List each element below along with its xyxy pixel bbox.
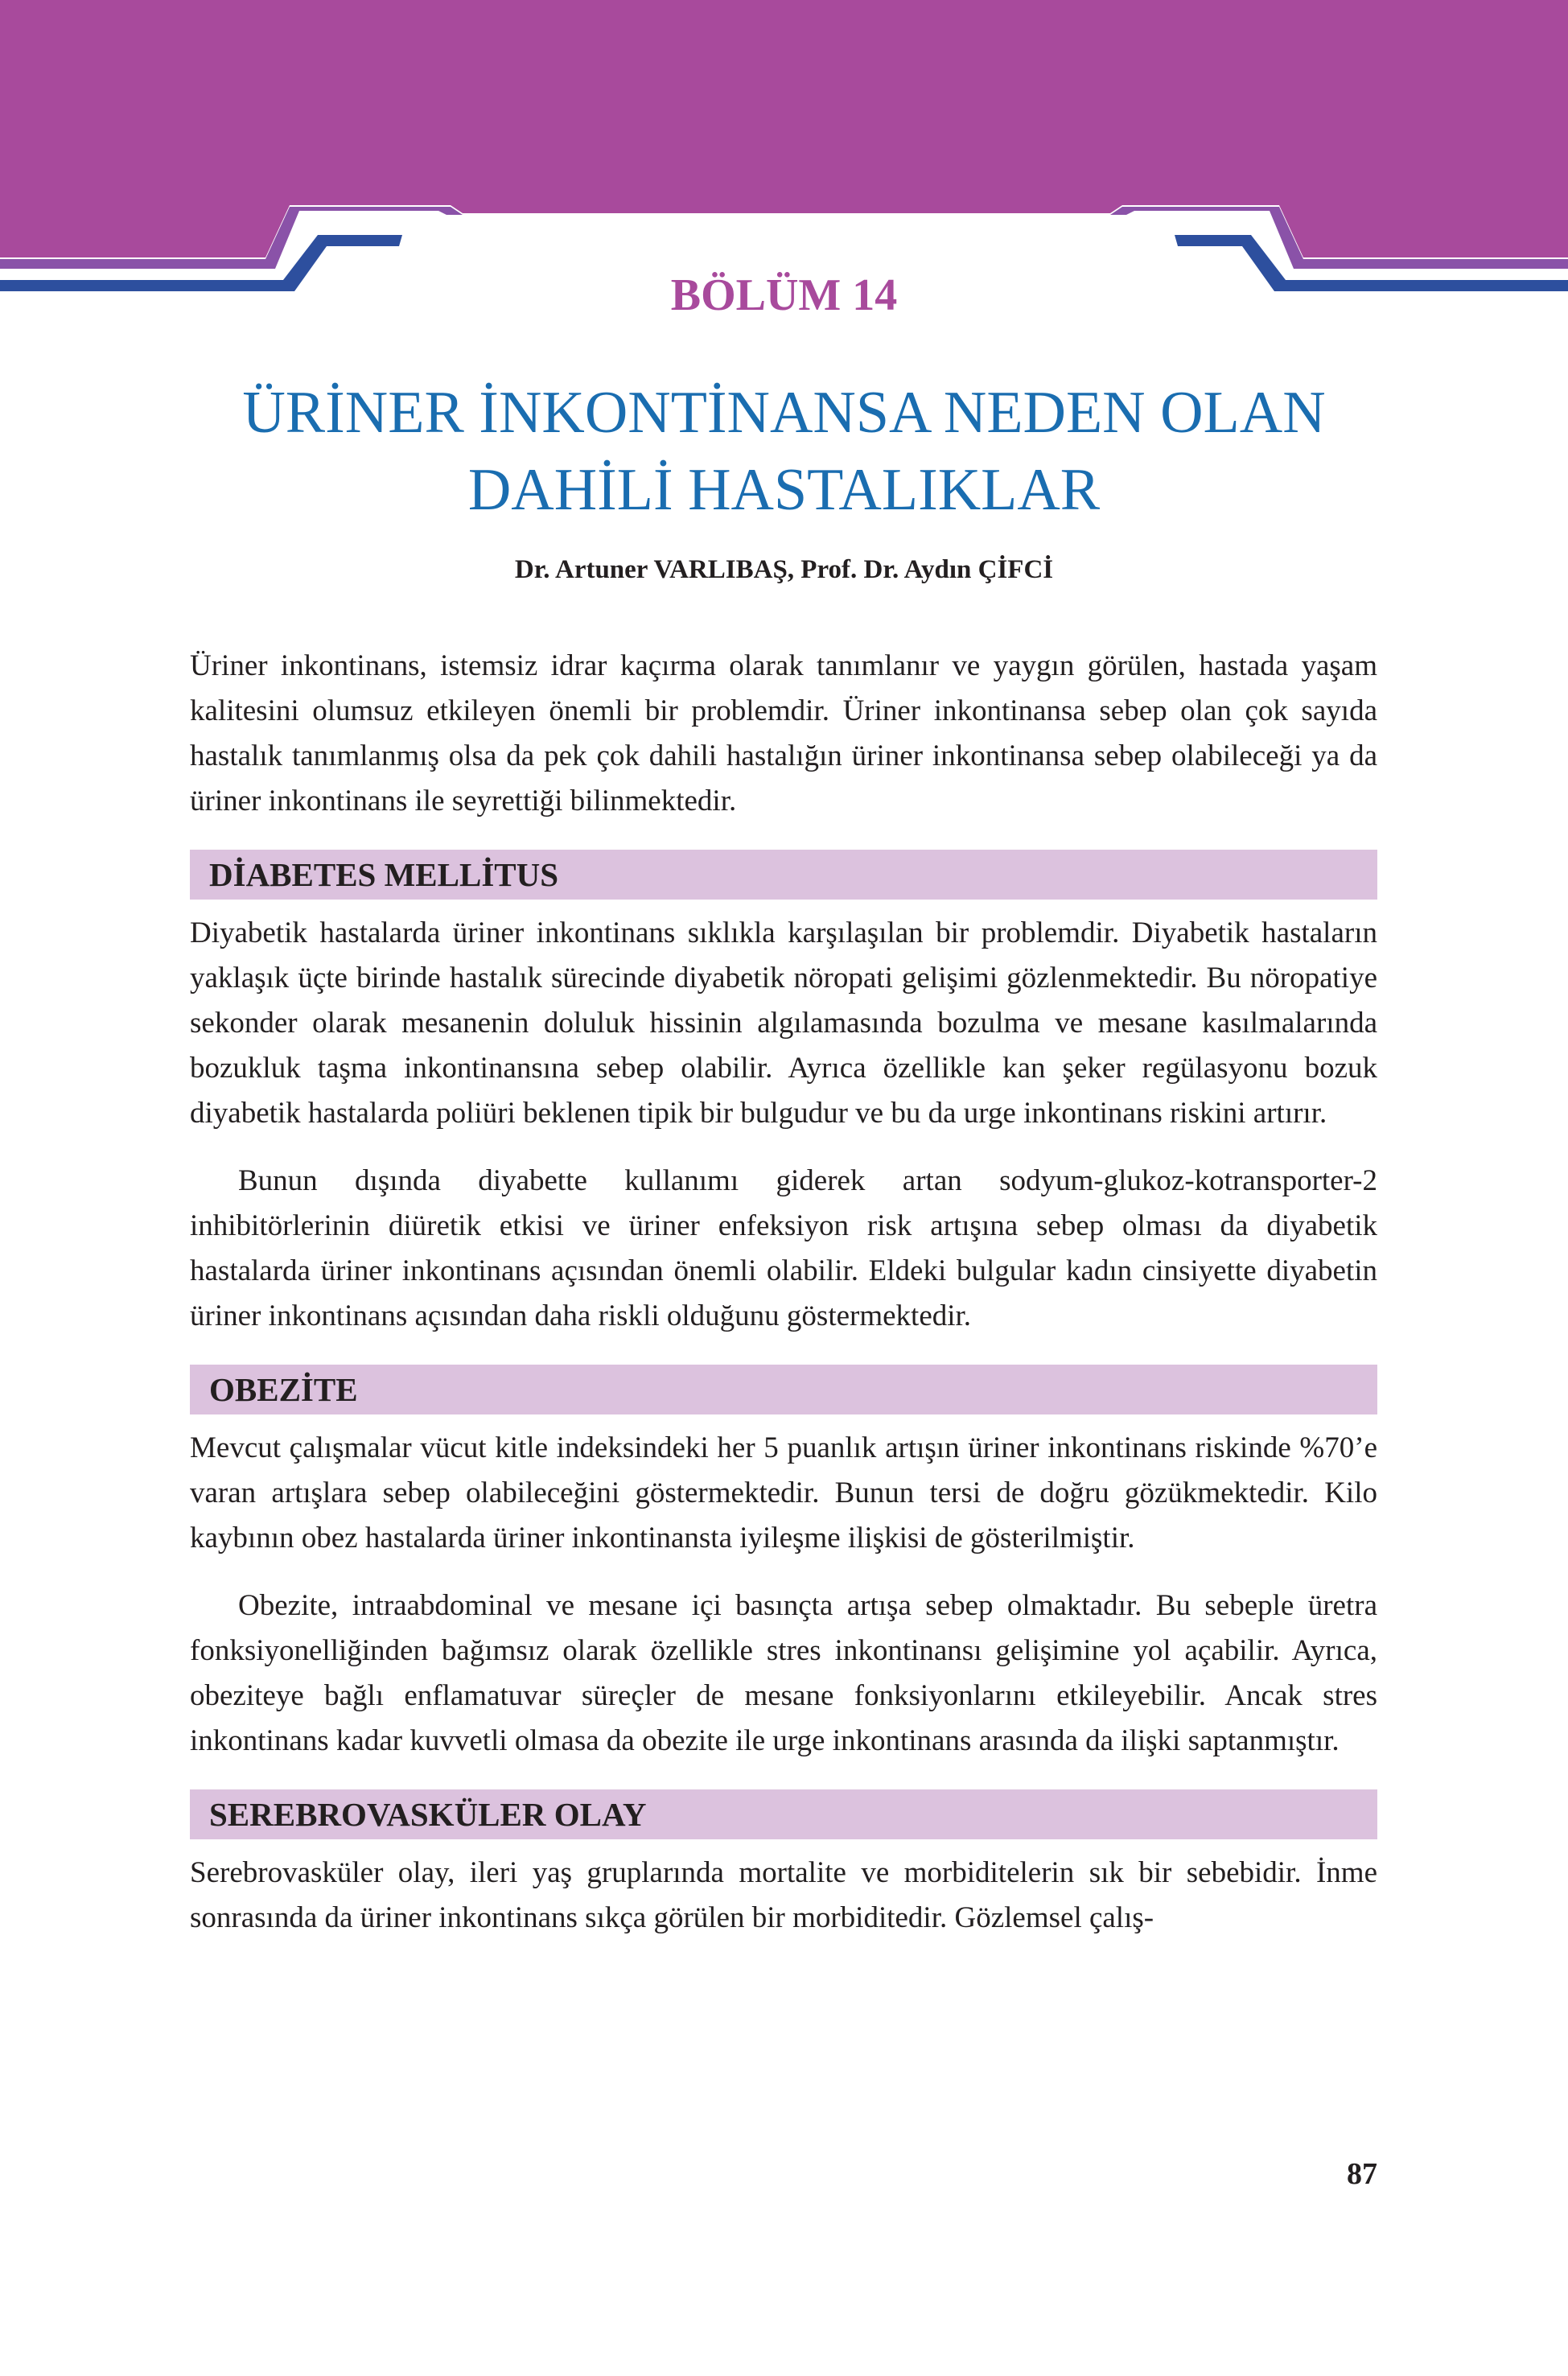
- serebrovaskuler-paragraph-1: Serebrovasküler olay, ileri yaş gruplarında mortalite ve morbiditelerin sık bir sebebidir. İnme sonrasında da üriner inkontinans sıkça görülen bir morbiditedir. Gözlemsel çalış-: [190, 1856, 1377, 1934]
- title-line-2: DAHİLİ HASTALIKLAR: [467, 457, 1101, 523]
- intro-paragraph: Üriner inkontinans, istemsiz idrar kaçırma olarak tanımlanır ve yaygın görülen, hastada yaşam kalitesini olumsuz etkileyen önemli bir problemdir. Üriner inkontinansa sebep olan çok sayıda hastalık tanımlanmış olsa da pek çok dahili hastalığın üriner inkontinansa sebep olabileceği ya da üriner inkontinans ile seyrettiği bilinmektedir.: [190, 649, 1377, 817]
- page-number: 87: [1347, 2157, 1377, 2191]
- diabetes-paragraph-2: Bunun dışında diyabette kullanımı giderek artan sodyum-glukoz-kotransporter-2 inhibitörlerinin diüretik etkisi ve üriner enfeksiyon risk artışına sebep olması da diyabetik hastalarda üriner inkontinans açısından önemli olabilir. Eldeki bulgular kadın cinsiyette diyabetin üriner inkontinans açısından daha riskli olduğunu göstermektedir.: [190, 1164, 1377, 1332]
- obezite-paragraph-1: Mevcut çalışmalar vücut kitle indeksindeki her 5 puanlık artışın üriner inkontinans riskinde %70’e varan artışlara sebep olabileceğini göstermektedir. Bunun tersi de doğru gözükmektedir. Kilo kaybının obez hastalarda üriner inkontinansta iyileşme ilişkisi de gösterilmiştir.: [190, 1431, 1377, 1554]
- section-heading-diabetes: DİABETES MELLİTUS: [190, 850, 1377, 900]
- section-heading-serebrovaskuler: SEREBROVASKÜLER OLAY: [190, 1789, 1377, 1839]
- chapter-label: BÖLÜM 14: [670, 270, 898, 320]
- page-title: [161, 374, 1407, 529]
- diabetes-paragraph-1: Diyabetik hastalarda üriner inkontinans sıklıkla karşılaşılan bir problemdir. Diyabetik hastaların yaklaşık üçte birinde hastalık sürecinde diyabetik nöropati gelişimi gözlenmektedir. Bu nöropatiye sekonder olarak mesanenin doluluk hissinin algılamasında bozulma ve mesane kasılmalarında bozukluk taşma inkontinansına sebep olabilir. Ayrıca özellikle kan şeker regülasyonu bozuk diyabetik hastalarda poliüri beklenen tipik bir bulgudur ve bu da urge inkontinans riskini artırır.: [190, 916, 1377, 1130]
- authors: Dr. Artuner VARLIBAŞ, Prof. Dr. Aydın ÇİFCİ: [514, 555, 1054, 584]
- header-purple-block: [0, 0, 1568, 257]
- body-content: [190, 644, 1377, 1963]
- title-line-1: ÜRİNER İNKONTİNANSA NEDEN OLAN: [242, 380, 1326, 446]
- section-heading-obezite: OBEZİTE: [190, 1365, 1377, 1414]
- obezite-paragraph-2: Obezite, intraabdominal ve mesane içi basınçta artışa sebep olmaktadır. Bu sebeple üretra fonksiyonelliğinden bağımsız olarak özellikle stres inkontinansı gelişimine yol açabilir. Ayrıca, obeziteye bağlı enflamatuvar süreçler de mesane fonksiyonlarını etkileyebilir. Ancak stres inkontinans kadar kuvvetli olmasa da obezite ile urge inkontinans arasında da ilişki saptanmıştır.: [190, 1589, 1377, 1757]
